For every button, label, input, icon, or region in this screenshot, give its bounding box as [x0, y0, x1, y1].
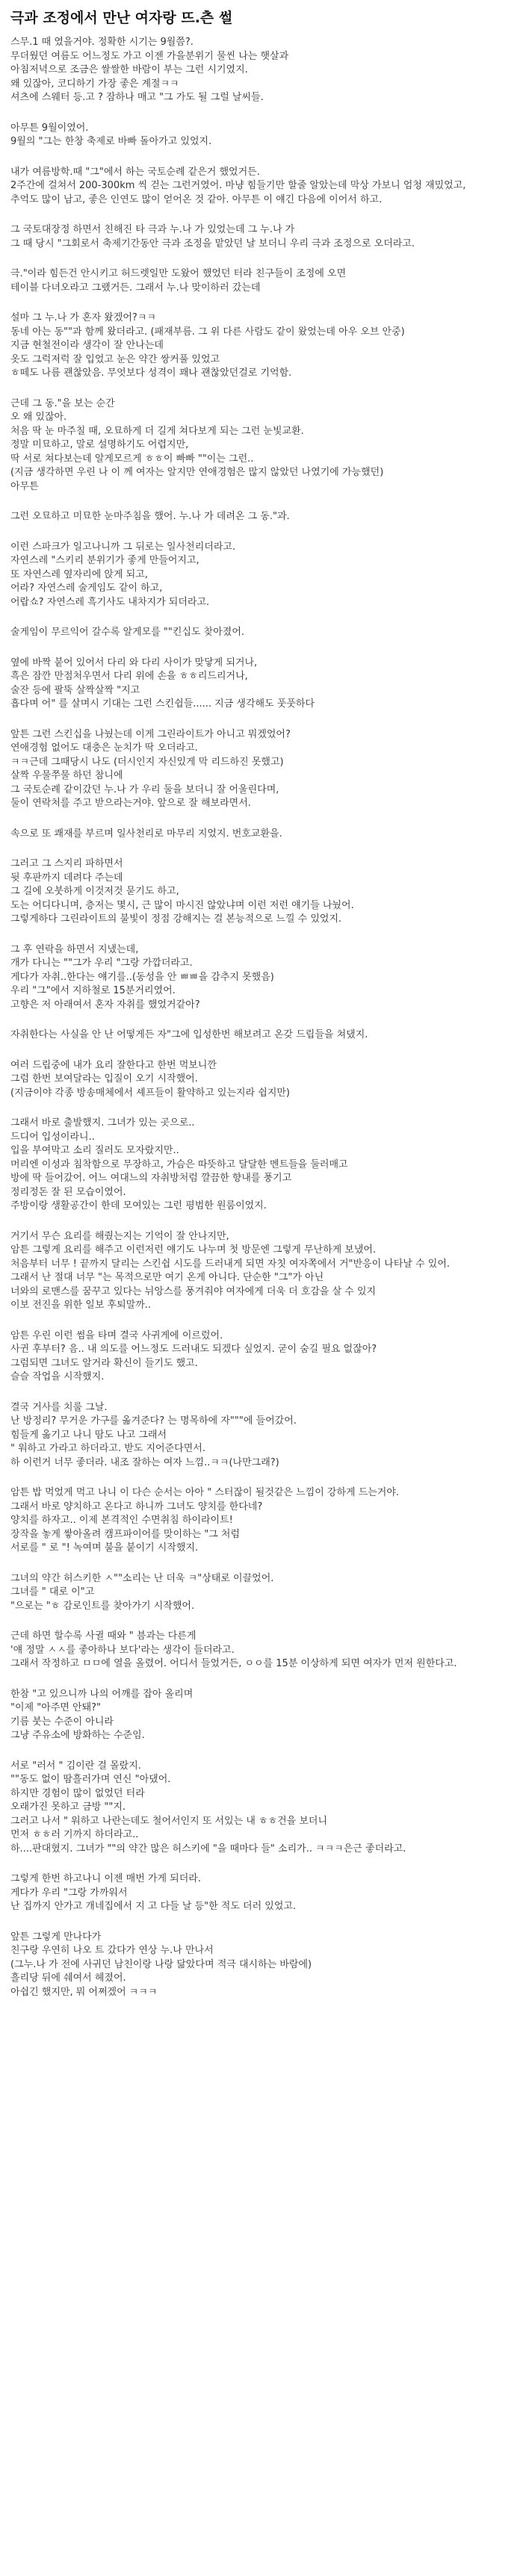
text-line: 입을 부여막고 소리 질러도 모자랐지만..: [10, 1145, 179, 1156]
text-line: 속으로 또 쾌재를 부르며 일사천리로 마무리 지었지. 번호교환을.: [10, 828, 282, 839]
text-line: 앞튼 그런 스킨십을 나눴는데 이게 그린라이트가 아니고 뭐겠었어?: [10, 728, 291, 740]
text-line: 무더웠던 여름도 어느정도 가고 이젠 가을분위기 물씬 나는 햇살과: [10, 50, 289, 62]
text-line: 지금 현철전이라 생각이 잘 안나는데: [10, 340, 164, 351]
text-line: ㅋㅋ근데 그때당시 나도 (더시인지 자신있게 막 리드하진 못했고): [10, 756, 284, 768]
text-line: 그런 오묘하고 미묘한 눈마주침을 했어. 누.나 가 데려온 그 동."과.: [10, 511, 290, 522]
text-line: 그 후 연락을 하면서 지냈는데,: [10, 943, 139, 955]
text-line: '얘 정말 ㅅㅅ를 좋아하나 보다'라는 생각이 들더라고.: [10, 1644, 235, 1656]
text-line: 난 방정리? 무거운 가구를 옮겨준다? 는 명목하에 자"""에 들어갔어.: [10, 1415, 297, 1427]
text-line: 아무튼: [10, 480, 39, 492]
paragraph: [10, 541, 513, 610]
text-line: 내가 여름방학.때 "그"에서 하는 국토순례 같은거 했었거든.: [10, 166, 260, 178]
paragraph: [10, 857, 513, 927]
text-line: 그 국토순례 같이갔던 누.나 가 우리 둘을 보더니 잘 어울린다며,: [10, 783, 279, 795]
text-line: 술게임이 무르익어 갈수록 알게모를 ""킨십도 찾아졌어.: [10, 627, 245, 638]
text-line: (그누.나 가 전에 사귀던 남친이랑 나랑 닮았다며 적극 대시하는 바람에): [10, 1958, 312, 1970]
text-line: 앞튼 그렇게 만나다가: [10, 1931, 102, 1943]
text-line: 그녀의 약간 허스키한 ㅅ""소리는 난 더욱 ㅋ"상태로 이끌었어.: [10, 1572, 274, 1584]
text-line: 아쉽긴 했지만, 뭐 어쩌겠어 ㅋㅋㅋ: [10, 1986, 158, 1998]
text-line: 암튼 우린 이런 썸을 타며 결국 사귀게에 이르렀어.: [10, 1329, 223, 1341]
text-line: 개가 다니는 ""그가 우리 "그랑 가깝더라고.: [10, 958, 193, 969]
text-line: 어랍쇼? 자연스레 흑기사도 내차지가 되더라고.: [10, 596, 210, 608]
text-line: 자연스레 "스키리 분위기가 좋게 만들어지고,: [10, 555, 199, 566]
paragraph: [10, 1931, 513, 2000]
text-line: 양치를 하자고.. 이제 본격적인 수면취침 하이라이트!: [10, 1515, 233, 1526]
paragraph: [10, 1630, 513, 1672]
text-line: 슬슬 작업을 시작했지.: [10, 1371, 105, 1382]
text-line: 주방이랑 생활공간이 한데 모여있는 그런 평범한 원룸이었지.: [10, 1200, 267, 1211]
paragraph: [10, 1688, 513, 1743]
text-line: 2주간에 걸쳐서 200-300km 씩 걷는 그런거였어. 마냥 힘들기만 할줄 알았는데 막상 가보니 엄청 재밌었고,: [10, 180, 466, 191]
paragraph: [10, 510, 513, 524]
text-line: 여러 드립중에 내가 요리 잘한다고 한번 먹보니깐: [10, 1059, 217, 1071]
text-line: 딱 서로 쳐다보는데 알게모르게 ㅎㅎ이 빠빠 ""이는 그런..: [10, 453, 254, 465]
text-line: 셔츠에 스웨터 등.고 ? 잠하나 매고 "그 가도 될 그럴 날씨들.: [10, 92, 264, 103]
text-line: 9월의 "그는 한창 축제로 바빠 돌아가고 있었지.: [10, 136, 212, 147]
paragraph: [10, 1329, 513, 1385]
text-line: ㅎ떼도 나름 괜찮았음. 무엇보다 성격이 꽤나 괜찮았던걸로 기억함.: [10, 367, 292, 379]
text-line: 방에 딱 들어갔어. 어느 여대느의 자취방처럼 깔끔한 향내를 풍기고: [10, 1173, 292, 1184]
text-line: 살짝 우물쭈물 하던 참니에: [10, 770, 123, 781]
text-line: 연애경험 없어도 대충은 눈치가 딱 오더라고.: [10, 742, 198, 754]
text-line: 거기서 무슨 요리를 해줬는지는 기억이 잘 안나지만,: [10, 1230, 229, 1242]
text-line: 설마 그 누.나 가 혼자 왔겠어?ㅋㅋ: [10, 312, 156, 323]
paragraph: [10, 828, 513, 842]
text-line: 서로를 " 로 "! 녹여며 불을 붙이기 시작했지.: [10, 1542, 199, 1554]
text-line: 도는 어디다니며, 층저는 몇시, 근 많이 마시진 않았냐며 이런 저런 얘기들 나눴어.: [10, 899, 354, 911]
paragraph: [10, 122, 513, 149]
text-line: 또 자연스레 옆자리에 앉게 되고,: [10, 568, 148, 580]
text-line: 추억도 많이 남고, 좋은 인연도 많이 얻어온 것 같아. 아무튼 이 얘긴 다음에 이어서 하고.: [10, 193, 383, 205]
text-line: 아침저녁으로 조금은 쌀쌀한 바람이 부는 그런 시기였지.: [10, 64, 248, 75]
text-line: 그래서 바로 양치하고 온다고 하니까 그녀도 양치를 한다네?: [10, 1500, 263, 1512]
paragraph: [10, 1572, 513, 1614]
text-line: 그래서 작정하고 ㅁㅁ에 열을 올렸어. 어디서 들었거든, ㅇㅇ를 15분 이상하게 되면 여자가 먼저 원한다고.: [10, 1658, 457, 1669]
text-line: 동네 아는 동""과 함께 왔더라고. (패재부름. 그 위 다른 사람도 같이 왔었는데 아우 오브 안중): [10, 326, 405, 338]
paragraph: [10, 1059, 513, 1101]
text-line: ""동도 없이 땀흘러가며 연신 "아댔어.: [10, 1774, 171, 1785]
paragraph: [10, 267, 513, 295]
paragraph: [10, 166, 513, 208]
text-line: 정말 미묘하고, 말로 설명하기도 어렵지만,: [10, 439, 189, 450]
text-line: 암튼 밥 먹었게 먹고 나니 이 다슨 순서는 아아 " 스터잖이 될것같은 느낌이 강하게 드는거야.: [10, 1487, 400, 1498]
text-line: 옆에 바짝 붙어 있어서 다리 와 다리 사이가 맞닿게 되거나,: [10, 657, 258, 668]
paragraph: [10, 728, 513, 811]
paragraph: [10, 657, 513, 712]
text-line: 그 때 당시 "그회로서 축제기간동안 극과 조정을 맡았던 날 보더니 우리 극과 조정으로 오더라고.: [10, 238, 415, 249]
text-line: 근데 하면 할수록 사귈 때와 " 븜과는 다른게: [10, 1630, 196, 1642]
text-line: 그래서 바로 출발했지. 그녀가 있는 곳으로..: [10, 1117, 195, 1129]
text-line: 게다가 자취..한다는 얘기를..(동성을 안 ㅃㅃ을 감추지 못했음): [10, 971, 274, 983]
text-line: 흑은 잠깐 만점처우면서 다리 위에 손을 ㅎㅎ리드리거나,: [10, 671, 248, 682]
text-line: 너와의 로맨스를 꿈꾸고 있다는 뉘앙스를 풍겨줘야 여자에게 더욱 더 호감을 살 수 있지: [10, 1285, 377, 1297]
text-line: 그렇게 한번 하고나니 이젠 매번 가게 되더라.: [10, 1873, 201, 1884]
paragraph: [10, 1872, 513, 1914]
text-line: 그냥 주유소에 방화하는 수준임.: [10, 1730, 145, 1741]
text-line: 처음 딱 눈 마주칠 때, 오묘하게 더 길게 쳐다보게 되는 그런 눈빛교환.: [10, 425, 304, 437]
text-line: 스무.1 때 였을거야. 정확한 시기는 9월쯤?.: [10, 37, 194, 48]
text-line: 이런 스파크가 일고나니까 그 뒤로는 일사천리더라고.: [10, 541, 236, 553]
text-line: 친구랑 우연히 나오 트 갔다가 연상 누.나 만나서: [10, 1945, 214, 1956]
text-line: 장작을 놓게 쌓아올려 캠프파이어를 맞이하는 "그 처럼: [10, 1528, 241, 1540]
text-line: "으로는 "ㅎ 감로인트를 찾아가기 시작했어.: [10, 1600, 195, 1612]
text-line: 드디어 입성이라니..: [10, 1131, 95, 1143]
text-line: (지금 생각하면 우린 나 이 께 여자는 알지만 연애경험은 많지 않았던 나였기에 가능했던): [10, 467, 384, 478]
text-line: 자취한다는 사실을 안 난 어떻게든 자"그에 입성한번 해보려고 온갖 드립들을 쳐댔지.: [10, 1029, 368, 1040]
text-line: 결국 거사를 치룰 그날.: [10, 1401, 108, 1413]
text-line: 그럼되면 그녀도 알거라 확신이 들기도 했고.: [10, 1357, 198, 1369]
text-line: "이제 "아주면 안돼?": [10, 1702, 102, 1713]
text-line: 오 왜 있잖아.: [10, 412, 67, 423]
paragraph: [10, 1028, 513, 1043]
text-line: 근데 그 동."을 보는 순간: [10, 397, 115, 409]
text-line: 암튼 그렇게 요리를 해주고 이런저런 얘기도 나누며 첫 방문엔 그렇게 무난하게 보냈어.: [10, 1244, 377, 1256]
post-title: 극과 조정에서 만난 여자랑 뜨.츤 썰: [10, 10, 233, 26]
text-line: 왜 있잖아, 코디하기 가장 좋은 계절ㅋㅋ: [10, 78, 179, 90]
text-line: 그 길에 오붓하게 이것저것 묻기도 하고,: [10, 886, 179, 897]
text-line: 이보 전진을 위한 일보 후퇴말까..: [10, 1300, 152, 1311]
paragraph: [10, 1401, 513, 1471]
text-line: 고향은 저 아래여서 혼자 자취를 했었거같아?: [10, 999, 200, 1011]
paragraph: [10, 943, 513, 1013]
text-line: 어라? 자연스레 술게임도 같이 하고,: [10, 583, 163, 594]
text-line: 하지만 경험이 많이 없었던 터라: [10, 1787, 145, 1799]
text-line: 힘들게 옮기고 나니 땀도 나고 그래서: [10, 1429, 167, 1441]
paragraph: [10, 223, 513, 251]
text-line: 그럼 한번 보여달라는 입질이 오기 시작했어.: [10, 1073, 198, 1084]
text-line: 흘리당 뒤에 쉐여서 헤졌어.: [10, 1973, 126, 1984]
text-line: 그러고 그 스지리 파하면서: [10, 858, 123, 869]
text-line: 뒷 후판까지 데려다 주는데: [10, 872, 123, 884]
text-line: 게다가 우리 "그랑 가까워서: [10, 1887, 128, 1899]
text-line: 아무튼 9월이였어.: [10, 122, 89, 134]
paragraph: [10, 1486, 513, 1556]
paragraph: [10, 1117, 513, 1214]
text-line: 그렇게하다 그린라이트의 불빛이 정점 강해지는 걸 본능적으로 느낄 수 있었지.: [10, 913, 342, 925]
paragraph: [10, 626, 513, 640]
paragraph: [10, 1230, 513, 1313]
text-line: 오래가진 못하고 금방 ""지.: [10, 1801, 126, 1813]
text-line: 흡다며 어" 를 살며시 기대는 그런 스킨쉽들...... 지금 생각해도 풋풋하다: [10, 698, 315, 710]
text-line: 사귄 후부터? 음.. 내 의도를 어느정도 드러내도 되겠다 싶었지. 굳이 숨길 필요 없잖아?: [10, 1344, 377, 1355]
text-line: 그 국토대장정 하면서 친해진 타 극과 누.나 가 있었는데 그 누.나 가: [10, 224, 295, 235]
text-line: 서로 "러서 " 김이란 걸 몰랐지.: [10, 1760, 141, 1772]
text-line: 기름 붓는 수준이 아니라: [10, 1716, 114, 1728]
post-body: [0, 31, 523, 1999]
text-line: 하 이런거 너무 좋더라. 내조 잘하는 여자 느낌..ㅋㅋ(나만그래?): [10, 1456, 279, 1468]
paragraph: [10, 36, 513, 105]
text-line: 극."이라 힘든건 안시키고 허드렛일만 도왔어 했었던 터라 친구들이 조정에 오면: [10, 268, 347, 279]
text-line: 정리정돈 잘 된 모습이였어.: [10, 1186, 126, 1198]
text-line: 술잔 등에 팔뚝 살짝살짝 "지고: [10, 684, 140, 696]
paragraph: [10, 1760, 513, 1857]
text-line: 테이블 다녀오라고 그랬거든. 그래서 누.나 맞이하러 갔는데: [10, 282, 261, 294]
text-line: (지금이야 각종 방송매체에서 셰프들이 활약하고 있는지라 쉽지만): [10, 1087, 291, 1099]
paragraph: [10, 397, 513, 494]
text-line: 머리엔 이성과 침착함으로 무장하고, 가슴은 따뜻하고 달달한 멘트들을 둘러매고: [10, 1158, 348, 1170]
text-line: 그래서 난 절대 너무 "는 목적으로만 여기 온게 아니다. 단순한 "그"가 아닌: [10, 1272, 324, 1283]
paragraph: [10, 311, 513, 381]
text-line: 난 집까지 안가고 개네집에서 지 고 다들 날 등"한 적도 더러 있었고.: [10, 1901, 297, 1912]
text-line: " 워하고 가라고 하더라고. 받도 지어준다면서.: [10, 1443, 205, 1454]
text-line: 처음부터 너무 ! 끝까지 달리는 스킨쉽 시도를 드러내게 되면 자칫 여자쪽에서 거"반응이 나타날 수 있어.: [10, 1258, 451, 1270]
text-line: 한참 "고 있으니까 나의 어깨를 잡아 올리며: [10, 1688, 194, 1700]
text-line: 하....판대혔지. 그녀가 ""의 약간 많은 허스키에 "을 때마다 들" 소리가.. ㅋㅋㅋ은근 좋더라고.: [10, 1843, 406, 1855]
text-line: 먼저 ㅎㅎ러 기까지 하더라고..: [10, 1829, 139, 1840]
text-line: 둘이 연락처를 주고 받으라는거야. 앞으로 잘 해보라면서.: [10, 798, 251, 809]
text-line: 우리 "그"에서 지하철로 15분거리였어.: [10, 985, 176, 996]
text-line: 그녀를 " 대로 이"고: [10, 1586, 95, 1598]
text-line: 옷도 그럭저럭 잘 입었고 눈은 약간 쌍커풀 있었고: [10, 353, 220, 365]
text-line: 그러고 나서 " 워하고 나란는데도 철어서인지 또 서있는 내 ㅎㅎ건을 보더니: [10, 1815, 328, 1827]
